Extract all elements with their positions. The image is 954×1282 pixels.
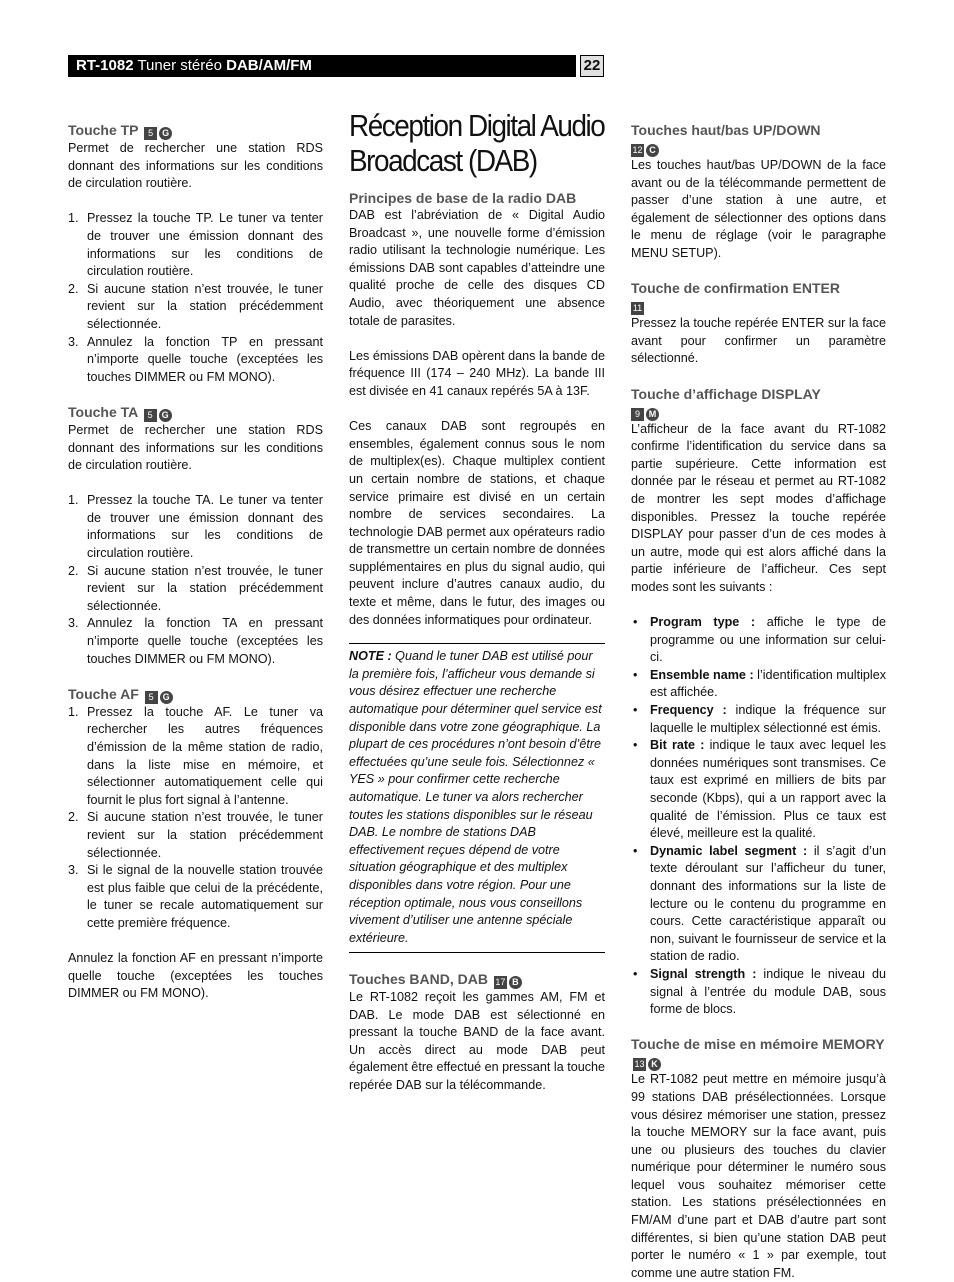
ta-intro: Permet de rechercher une station RDS donnant des informations sur les conditions de circulation routière. xyxy=(68,422,323,473)
list-item: 2. Si aucune station n’est trouvée, le tuner revient sur la station précédemment sélectionnée. xyxy=(68,281,323,331)
key-letter-icon: G xyxy=(159,127,172,140)
key-number-icon: 12 xyxy=(632,145,643,155)
section-title-updown: Touches haut/bas UP/DOWN 12 C xyxy=(631,122,821,155)
list-item: • Signal strength : indique le niveau du signal à l’entrée du module DAB, sous forme de blocs. xyxy=(633,966,886,1017)
section-title-enter: Touche de confirmation ENTER 11 xyxy=(631,280,840,314)
header-bands: DAB/AM/FM xyxy=(226,57,312,74)
tp-steps xyxy=(68,210,323,386)
display-text: L’afficheur de la face avant du RT-1082 confirme l’identification du service dans sa partie supérieure. Cette information est donnée par le réseau et permet au RT-1082 de montrer les sept modes d’affichage disponibles. Pressez la touche repérée DISPLAY pour passer d’un de ces modes à un autre, mode qui est alors affiché dans la partie inférieure de l’afficheur. Ces sept modes sont les suivants : xyxy=(631,421,886,594)
key-number-icon: 9 xyxy=(631,408,644,421)
list-item: 3. Si le signal de la nouvelle station trouvée est plus faible que celui de la précédente, le tuner se recale automatiquement sur cette première fréquence. xyxy=(68,863,323,930)
key-number-icon: 13 xyxy=(634,1059,645,1070)
key-number-icon: 17 xyxy=(495,976,506,987)
key-letter-icon: G xyxy=(159,409,172,422)
key-number-icon: 5 xyxy=(145,691,158,704)
header-subtitle: Tuner stéréo xyxy=(133,57,227,74)
key-number-icon: 11 xyxy=(632,303,643,314)
section-title-memory: Touche de mise en mémoire MEMORY 13 K xyxy=(631,1036,885,1070)
section-title-band: Touches BAND, DAB 17 B xyxy=(349,971,605,989)
key-letter-icon: C xyxy=(646,144,659,157)
section-title-display: Touche d’affichage DISPLAY 9 M xyxy=(631,385,821,419)
list-item: • Bit rate : indique le taux avec lequel les données numériques sont transmises. Ce taux est exprimé en milliers de bits par seconde (Kbps), qui a un rapport avec la qualité de l’émission. Plus ce taux est élevé, meilleure est la qualité. xyxy=(633,738,886,841)
key-letter-icon: M xyxy=(646,408,659,421)
list-item: • Dynamic label segment : il s’agit d’un texte déroulant sur l’afficheur du tuner, donnant des informations sur la liste de lecture ou le contenu du programme en cours. Cette caractéristique apparaît ou non, suivant le fournisseur de service et la station de radio. xyxy=(633,843,886,964)
note-label: NOTE : xyxy=(349,649,392,664)
list-item: 1. Pressez la touche AF. Le tuner va rechercher les autres fréquences d’émission de la même station de radio, dans la liste mise en mémoire, et sélectionner automatiquement celle qui fournit le plus fort signal à l’antenne. xyxy=(68,704,323,807)
key-letter-icon: B xyxy=(509,976,522,989)
display-modes-list xyxy=(631,614,886,1019)
tp-intro: Permet de rechercher une station RDS donnant des informations sur les conditions de circulation routière. xyxy=(68,141,323,191)
page-title: Réception Digital Audio Broadcast (DAB) xyxy=(349,108,605,178)
band-text: Le RT-1082 reçoit les gammes AM, FM et DAB. Le mode DAB est sélectionné en pressant la touche BAND de la face avant. Un accès direct au mode DAB peut également être effectué en pressant la touche repérée DAB sur la télécommande. xyxy=(349,989,606,1092)
list-item: • Frequency : indique la fréquence sur laquelle le multiplex sélectionné est émis. xyxy=(633,703,886,735)
section-title-af: Touche AF 5 G xyxy=(68,686,323,704)
page-number: 22 xyxy=(580,55,604,77)
principes-paragraph-2: Les émissions DAB opèrent dans la bande de fréquence III (174 – 240 MHz). La bande III est divisée en 41 canaux repérés 5A à 13F. xyxy=(349,348,605,398)
list-item: 3. Annulez la fonction TP en pressant n’importe quelle touche (exceptées les touches DIMMER ou FM MONO). xyxy=(68,334,323,384)
list-item: 2. Si aucune station n’est trouvée, le tuner revient sur la station précédemment sélectionnée. xyxy=(68,810,323,860)
list-item: 1. Pressez la touche TA. Le tuner va tenter de trouver une émission donnant des informations sur les conditions de circulation routière. xyxy=(68,493,323,561)
list-item: 3. Annulez la fonction TA en pressant n’importe quelle touche (exceptées les touches DIMMER ou FM MONO). xyxy=(68,616,323,666)
key-letter-icon: G xyxy=(160,691,173,704)
column-middle xyxy=(349,108,605,1095)
principes-paragraph-3: Ces canaux DAB sont regroupés en ensembles, également connus sous le nom de multiplex(es). Chaque multiplex contient un certain nombre de stations, et chaque service primaire est divisé en un certain nombre de services secondaires. La technologie DAB permet aux opérateurs radio de transmettre un certain nombre de données supplémentaires en plus du signal audio, qui peuvent inclure d’autres canaux audio, du texte et même, dans le futur, des images ou des données informatiques pour ordinateur. xyxy=(349,419,605,627)
list-item: 2. Si aucune station n’est trouvée, le tuner revient sur la station précédemment sélectionnée. xyxy=(68,563,323,613)
af-outro: Annulez la fonction AF en pressant n’importe quelle touche (exceptées les touches DIMMER ou FM MONO). xyxy=(68,951,323,1001)
memory-text: Le RT-1082 peut mettre en mémoire jusqu’à 99 stations DAB présélectionnées. Lorsque vous désirez mémoriser une station, pressez la touche MEMORY sur la face avant, puis une ou plusieurs des touches du clavier numérique pour déterminer le numéro sous lequel vous souhaitez mémoriser cette station. Les stations présélectionnées en FM/AM d’une part et DAB d’autre part sont différentes, si bien qu’une station DAB peut porter le numéro « 1 » par exemple, tout comme une autre station FM. xyxy=(631,1072,886,1280)
section-title-ta: Touche TA 5 G xyxy=(68,404,323,422)
page-header xyxy=(68,55,576,77)
section-title-tp: Touche TP 5 G xyxy=(68,122,323,140)
key-number-icon: 5 xyxy=(144,127,157,140)
list-item: • Ensemble name : l’identification multiplex est affichée. xyxy=(633,667,886,700)
list-item: 1. Pressez la touche TP. Le tuner va tenter de trouver une émission donnant des informations sur les conditions de circulation routière. xyxy=(68,211,323,279)
column-right xyxy=(631,122,886,1282)
key-letter-icon: K xyxy=(648,1058,661,1071)
af-steps xyxy=(68,704,323,933)
note-text: Quand le tuner DAB est utilisé pour la première fois, l’afficheur vous demande si vous désirez effectuer une recherche automatique pour déterminer quel service est disponible dans votre zone géographique. La plupart de ces procédures n’ont besoin d’être effectuées qu’une seule fois. Sélectionnez « YES » pour confirmer cette recherche automatique. Le tuner va alors rechercher toutes les stations disponibles sur le réseau DAB. Le nombre de stations DAB effectivement reçues dépend de votre situation géographique et des multiplex disponibles dans votre région. Pour une réception optimale, nous vous conseillons vivement d’utiliser une antenne spéciale extérieure. xyxy=(349,649,602,945)
enter-text: Pressez la touche repérée ENTER sur la face avant pour confirmer un paramètre sélectionné. xyxy=(631,316,886,366)
list-item: • Program type : affiche le type de programme ou une information sur celui-ci. xyxy=(633,615,886,665)
column-left xyxy=(68,122,323,1003)
updown-text: Les touches haut/bas UP/DOWN de la face avant ou de la télécommande permettent de passer d’une station à une autre, et également de sélectionner des options dans le menu de réglage (voir le paragraphe MENU SETUP). xyxy=(631,158,886,260)
header-model: RT-1082 xyxy=(76,57,134,74)
section-title-principes: Principes de base de la radio DAB xyxy=(349,190,577,206)
ta-steps xyxy=(68,492,323,668)
key-number-icon: 5 xyxy=(144,409,157,422)
note-box xyxy=(349,643,605,953)
principes-paragraph-1: DAB est l’abréviation de « Digital Audio Broadcast », une nouvelle forme d’émission radio utilisant la technologie numérique. Les émissions DAB sont capables d’atteindre une qualité proche de celle des disques CD Audio, avec théoriquement une absence totale de parasites. xyxy=(349,208,605,328)
